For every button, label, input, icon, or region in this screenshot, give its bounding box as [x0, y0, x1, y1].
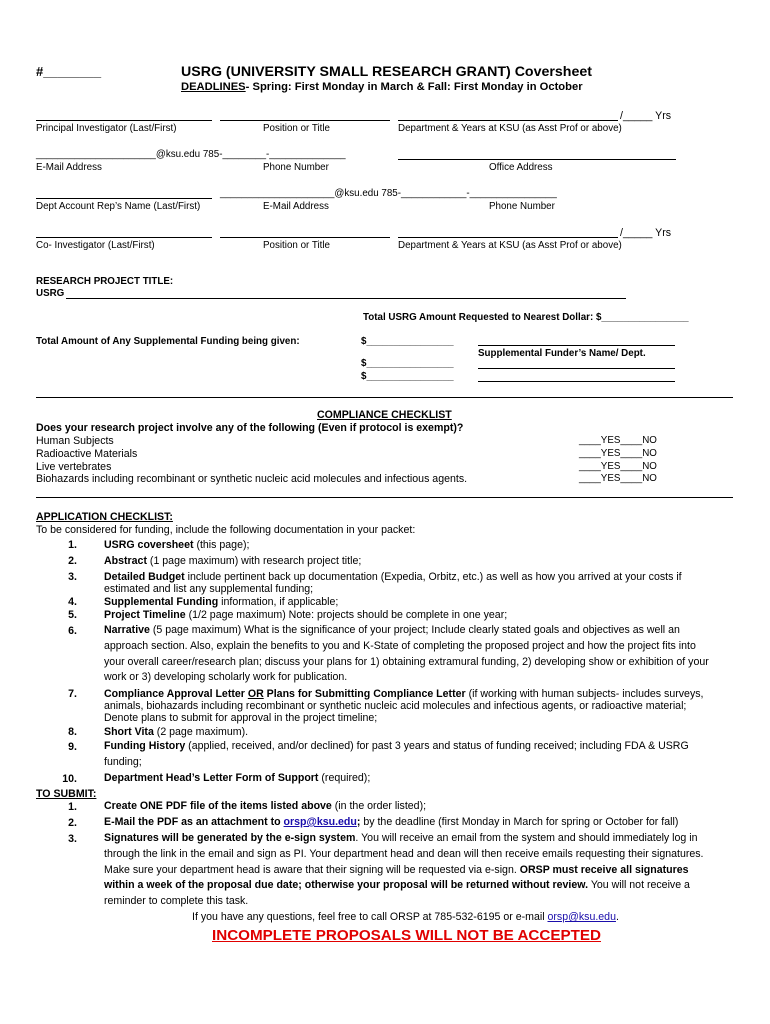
- item-number: 6.: [68, 625, 77, 637]
- coi-position-field[interactable]: [220, 237, 390, 238]
- submit-number: 2.: [68, 817, 77, 829]
- funder-field-1[interactable]: [478, 345, 675, 346]
- office-label: Office Address: [489, 162, 553, 173]
- rep-phone-label: Phone Number: [489, 201, 555, 212]
- funder-field-2[interactable]: [478, 368, 675, 369]
- funder-field-3[interactable]: [478, 381, 675, 382]
- deadlines-label: DEADLINES: [181, 81, 246, 93]
- coi-position-label: Position or Title: [263, 240, 330, 251]
- deadlines-text: - Spring: First Monday in March & Fall: First Monday in October: [245, 81, 583, 93]
- submit-step-email: E-Mail the PDF as an attachment to orsp@ksu.edu; by the deadline (first Monday in March for spring or October for fall): [104, 816, 679, 828]
- submit-number: 1.: [68, 801, 77, 813]
- submit-heading: TO SUBMIT:: [36, 788, 97, 800]
- checklist-item-coversheet: USRG coversheet (this page);: [104, 539, 250, 551]
- submit-number: 3.: [68, 833, 77, 845]
- item-number: 10.: [62, 773, 77, 785]
- pi-name-field[interactable]: [36, 120, 212, 121]
- item-number: 8.: [68, 726, 77, 738]
- yes-no-biohazards[interactable]: ____YES____NO: [579, 473, 657, 484]
- yes-no-human-subjects[interactable]: ____YES____NO: [579, 435, 657, 446]
- total-requested-field[interactable]: Total USRG Amount Requested to Nearest Dollar: $________________: [363, 312, 689, 323]
- pi-name-label: Principal Investigator (Last/First): [36, 123, 177, 134]
- pi-email-phone-field[interactable]: ______________________@ksu.edu 785-________-______________: [36, 149, 346, 160]
- supplemental-amount-field[interactable]: $________________: [361, 336, 454, 347]
- compliance-question: Does your research project involve any of the following (Even if protocol is exempt)?: [36, 422, 464, 434]
- checklist-item-dept-head-letter: Department Head’s Letter Form of Support (required);: [104, 772, 371, 784]
- pi-dept-label: Department & Years at KSU (as Asst Prof or above): [398, 123, 622, 134]
- yes-no-vertebrates[interactable]: ____YES____NO: [579, 461, 657, 472]
- compliance-item-human-subjects: Human Subjects: [36, 435, 114, 447]
- item-number: 7.: [68, 688, 77, 700]
- supplemental-label: Total Amount of Any Supplemental Funding being given:: [36, 336, 300, 347]
- email-label: E-Mail Address: [36, 162, 102, 173]
- checklist-item-funding-history: Funding History (applied, received, and/or declined) for past 3 years and status of funding received; including FDA & USRG funding;: [104, 740, 689, 768]
- pi-position-field[interactable]: [220, 120, 390, 121]
- coi-name-label: Co- Investigator (Last/First): [36, 240, 155, 251]
- project-title-label: RESEARCH PROJECT TITLE:: [36, 276, 174, 287]
- submit-step-signatures: Signatures will be generated by the e-sign system. You will receive an email from the system and should immediately log in through the link in the email and sign as PI. Your department head and dean will then receive emails requesting their signatures. Make sure your department head is aware that their signing will be requested via e-sign. ORSP must receive all signatures within a week of the proposal due date; otherwise your proposal will be returned without review. You will not receive a reminder to complete this task.: [104, 832, 704, 908]
- pi-years-field[interactable]: /_____ Yrs: [620, 110, 672, 122]
- item-number: 9.: [68, 741, 77, 753]
- deadlines-line: [181, 81, 583, 93]
- phone-label: Phone Number: [263, 162, 329, 173]
- incomplete-warning: INCOMPLETE PROPOSALS WILL NOT BE ACCEPTED: [212, 927, 601, 944]
- rep-name-label: Dept Account Rep’s Name (Last/First): [36, 201, 201, 212]
- project-title-field[interactable]: [66, 298, 626, 299]
- office-address-field[interactable]: [398, 159, 676, 160]
- compliance-item-vertebrates: Live vertebrates: [36, 461, 112, 473]
- item-number: 1.: [68, 539, 77, 551]
- divider: [36, 497, 733, 498]
- coi-years-field[interactable]: /_____ Yrs: [620, 227, 672, 239]
- page-title: USRG (UNIVERSITY SMALL RESEARCH GRANT) Coversheet: [181, 64, 592, 80]
- item-number: 5.: [68, 609, 77, 621]
- orsp-email-link[interactable]: orsp@ksu.edu: [283, 816, 357, 828]
- checklist-item-vita: Short Vita (2 page maximum).: [104, 726, 249, 738]
- rep-email-phone-field[interactable]: _____________________@ksu.edu 785-____________-________________: [220, 188, 557, 199]
- yes-no-radioactive[interactable]: ____YES____NO: [579, 448, 657, 459]
- application-intro: To be considered for funding, include the following documentation in your packet:: [36, 524, 416, 536]
- usrg-label: USRG: [36, 288, 65, 299]
- item-number: 3.: [68, 571, 77, 583]
- checklist-item-timeline: Project Timeline (1/2 page maximum) Note: projects should be complete in one year;: [104, 609, 508, 621]
- checklist-item-abstract: Abstract (1 page maximum) with research project title;: [104, 555, 362, 567]
- item-number: 4.: [68, 596, 77, 608]
- funder-label: Supplemental Funder’s Name/ Dept.: [478, 348, 646, 359]
- item-number: 2.: [68, 555, 77, 567]
- coi-dept-label: Department & Years at KSU (as Asst Prof or above): [398, 240, 622, 251]
- rep-name-field[interactable]: [36, 198, 212, 199]
- rep-email-label: E-Mail Address: [263, 201, 329, 212]
- form-number[interactable]: #________: [36, 64, 102, 79]
- supplemental-amount-field-2[interactable]: $________________: [361, 358, 454, 369]
- supplemental-amount-field-3[interactable]: $________________: [361, 371, 454, 382]
- divider: [36, 397, 733, 398]
- checklist-item-compliance: Compliance Approval Letter OR Plans for Submitting Compliance Letter (if working with human subjects- includes surveys, animals, biohazards including recombinant or synthetic nucleic acid molecules and infectious agents, or radioactive material; Denote plans to submit for approval in the project timeline;: [104, 688, 704, 725]
- compliance-item-biohazards: Biohazards including recombinant or synthetic nucleic acid molecules and infectious agents.: [36, 473, 468, 485]
- compliance-item-radioactive: Radioactive Materials: [36, 448, 138, 460]
- checklist-item-supplemental: Supplemental Funding information, if applicable;: [104, 596, 339, 608]
- contact-line: If you have any questions, feel free to call ORSP at 785-532-6195 or e-mail orsp@ksu.edu.: [192, 911, 619, 923]
- application-heading: APPLICATION CHECKLIST:: [36, 511, 173, 523]
- checklist-item-narrative: Narrative (5 page maximum) What is the significance of your project; Include clearly stated goals and objectives as well an approach section. Also, explain the benefits to you and K-State of completing the proposed project and how the project fits into your overall career/research plan; discuss your plans for 1) obtaining extramural funding, 2) developing show or exhibition of your work or 3) developing scholarly work for publication.: [104, 624, 709, 684]
- checklist-item-budget: Detailed Budget include pertinent back up documentation (Expedia, Orbitz, etc.) as well as how you arrived at your costs if estimated and list any supplemental funding;: [104, 571, 682, 596]
- submit-step-pdf: Create ONE PDF file of the items listed above (in the order listed);: [104, 800, 427, 812]
- pi-dept-field[interactable]: [398, 120, 618, 121]
- pi-position-label: Position or Title: [263, 123, 330, 134]
- coi-dept-field[interactable]: [398, 237, 618, 238]
- coi-name-field[interactable]: [36, 237, 212, 238]
- compliance-heading: COMPLIANCE CHECKLIST: [317, 409, 452, 421]
- orsp-contact-link[interactable]: orsp@ksu.edu: [547, 911, 616, 923]
